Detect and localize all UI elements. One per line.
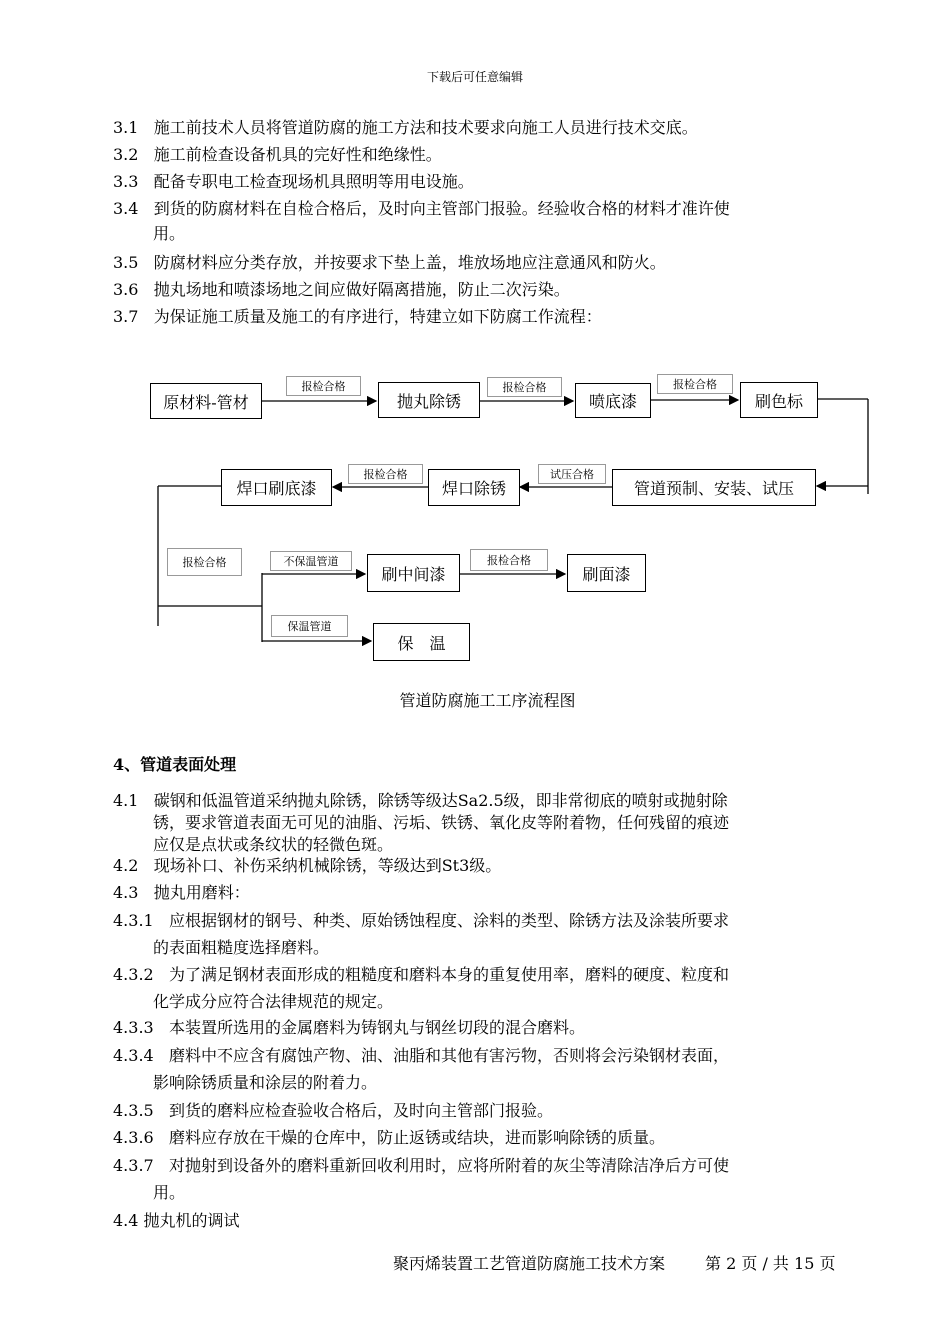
item-text: 磨料中不应含有腐蚀产物、油、油脂和其他有害污物，否则将会污染钢材表面， — [168, 1046, 729, 1065]
item-num: 3.2 — [113, 145, 139, 164]
item-num: 4.3 — [113, 883, 139, 902]
item-4-3-7 — [113, 1152, 863, 1206]
footer-doc-title: 聚丙烯装置工艺管道防腐施工技术方案 — [393, 1254, 666, 1273]
item-text-cont: 用。 — [153, 1183, 186, 1202]
box-mid-paint: 刷中间漆 — [367, 554, 460, 592]
tag-inspect-5: 报检合格 — [167, 548, 242, 576]
item-text: 配备专职电工检查现场机具照明等用电设施。 — [153, 172, 474, 191]
box-spray-primer: 喷底漆 — [575, 383, 651, 418]
item-num: 4.3.7 — [113, 1156, 154, 1175]
item-text: 磨料应存放在干燥的仓库中，防止返锈或结块，进而影响除锈的质量。 — [168, 1128, 665, 1147]
item-num: 3.3 — [113, 172, 139, 191]
tag-inspect-4: 报检合格 — [348, 464, 423, 484]
item-text: 对抛射到设备外的磨料重新回收利用时，应将所附着的灰尘等清除洁净后方可使 — [168, 1156, 729, 1175]
item-num: 4.3.1 — [113, 911, 154, 930]
item-num: 3.4 — [113, 199, 139, 218]
box-weld-rust: 焊口除锈 — [428, 469, 520, 506]
tag-inspect-1: 报检合格 — [286, 376, 361, 396]
flow-caption: 管道防腐施工工序流程图 — [399, 691, 576, 710]
box-prefab-install: 管道预制、安装、试压 — [612, 469, 816, 506]
item-4-3 — [113, 880, 863, 905]
item-4-4 — [113, 1208, 863, 1233]
item-4-3-4 — [113, 1042, 863, 1096]
item-text: 到货的防腐材料在自检合格后，及时向主管部门报验。经验收合格的材料才准许使 — [153, 199, 730, 218]
item-text: 施工前检查设备机具的完好性和绝缘性。 — [153, 145, 442, 164]
item-text: 本装置所选用的金属磨料为铸钢丸与钢丝切段的混合磨料。 — [168, 1018, 585, 1037]
item-num: 4.3.5 — [113, 1101, 154, 1120]
item-num: 3.6 — [113, 280, 139, 299]
item-text: 抛丸用磨料： — [153, 883, 250, 902]
item-text-cont: 用。 — [153, 224, 186, 243]
item-num: 4.3.4 — [113, 1046, 154, 1065]
item-text-cont: 化学成分应符合法律规范的规定。 — [153, 992, 394, 1011]
box-blast-rust: 抛丸除锈 — [378, 382, 480, 418]
item-4-3-1 — [113, 907, 863, 961]
box-top-paint: 刷面漆 — [567, 554, 646, 592]
item-4-2 — [113, 853, 863, 878]
tag-no-insulation: 不保温管道 — [270, 551, 352, 571]
item-text: 到货的磨料应检查验收合格后，及时向主管部门报验。 — [168, 1101, 553, 1120]
item-text: 碳钢和低温管道采纳抛丸除锈，除锈等级达Sa2.5级，即非常彻底的喷射或抛射除 — [153, 791, 728, 810]
item-num: 4.2 — [113, 856, 139, 875]
item-num: 3.1 — [113, 118, 139, 137]
item-text: 防腐材料应分类存放，并按要求下垫上盖，堆放场地应注意通风和防火。 — [153, 253, 666, 272]
item-4-3-6 — [113, 1125, 863, 1150]
item-4-1 — [113, 790, 863, 856]
item-text: 抛丸机的调试 — [143, 1211, 240, 1230]
item-text: 为了满足钢材表面形成的粗糙度和磨料本身的重复使用率，磨料的硬度、粒度和 — [168, 965, 729, 984]
item-text: 抛丸场地和喷漆场地之间应做好隔离措施，防止二次污染。 — [153, 280, 570, 299]
box-color-mark: 刷色标 — [740, 382, 818, 418]
item-text-cont: 锈，要求管道表面无可见的油脂、污垢、铁锈、氧化皮等附着物，任何残留的痕迹 — [153, 813, 730, 832]
box-insulation: 保 温 — [373, 623, 470, 661]
item-num: 4.3.2 — [113, 965, 154, 984]
item-num: 4.1 — [113, 791, 139, 810]
page-footer — [393, 1251, 835, 1274]
item-num: 3.5 — [113, 253, 139, 272]
tag-inspect-2: 报检合格 — [487, 377, 562, 397]
footer-page-number: 第 2 页 / 共 15 页 — [705, 1254, 836, 1273]
tag-inspect-3: 报检合格 — [657, 374, 733, 394]
item-4-3-3 — [113, 1015, 863, 1040]
item-text: 为保证施工质量及施工的有序进行，特建立如下防腐工作流程： — [153, 307, 602, 326]
item-text: 现场补口、补伤采纳机械除锈，等级达到St3级。 — [153, 856, 502, 875]
item-text-cont: 影响除锈质量和涂层的附着力。 — [153, 1073, 378, 1092]
item-num: 4.3.6 — [113, 1128, 154, 1147]
item-num: 4.3.3 — [113, 1018, 154, 1037]
item-text-cont: 的表面粗糙度选择磨料。 — [153, 938, 330, 957]
page-header: 下载后可任意编辑 — [426, 70, 523, 84]
section-4-title: 4、管道表面处理 — [113, 755, 237, 774]
item-num: 3.7 — [113, 307, 139, 326]
item-text-cont-2: 应仅是点状或条纹状的轻微色斑。 — [153, 835, 394, 854]
item-4-3-2 — [113, 961, 863, 1015]
tag-pressure: 试压合格 — [538, 464, 606, 484]
item-num: 4.4 — [113, 1211, 139, 1230]
tag-inspect-6: 报检合格 — [470, 549, 548, 571]
item-text: 应根据钢材的钢号、种类、原始锈蚀程度、涂料的类型、除锈方法及涂装所要求 — [168, 911, 729, 930]
box-weld-primer: 焊口刷底漆 — [221, 469, 332, 506]
box-raw-material: 原材料-管材 — [150, 383, 262, 419]
item-text: 施工前技术人员将管道防腐的施工方法和技术要求向施工人员进行技术交底。 — [153, 118, 698, 137]
item-4-3-5 — [113, 1098, 863, 1123]
tag-insulation: 保温管道 — [271, 615, 348, 637]
